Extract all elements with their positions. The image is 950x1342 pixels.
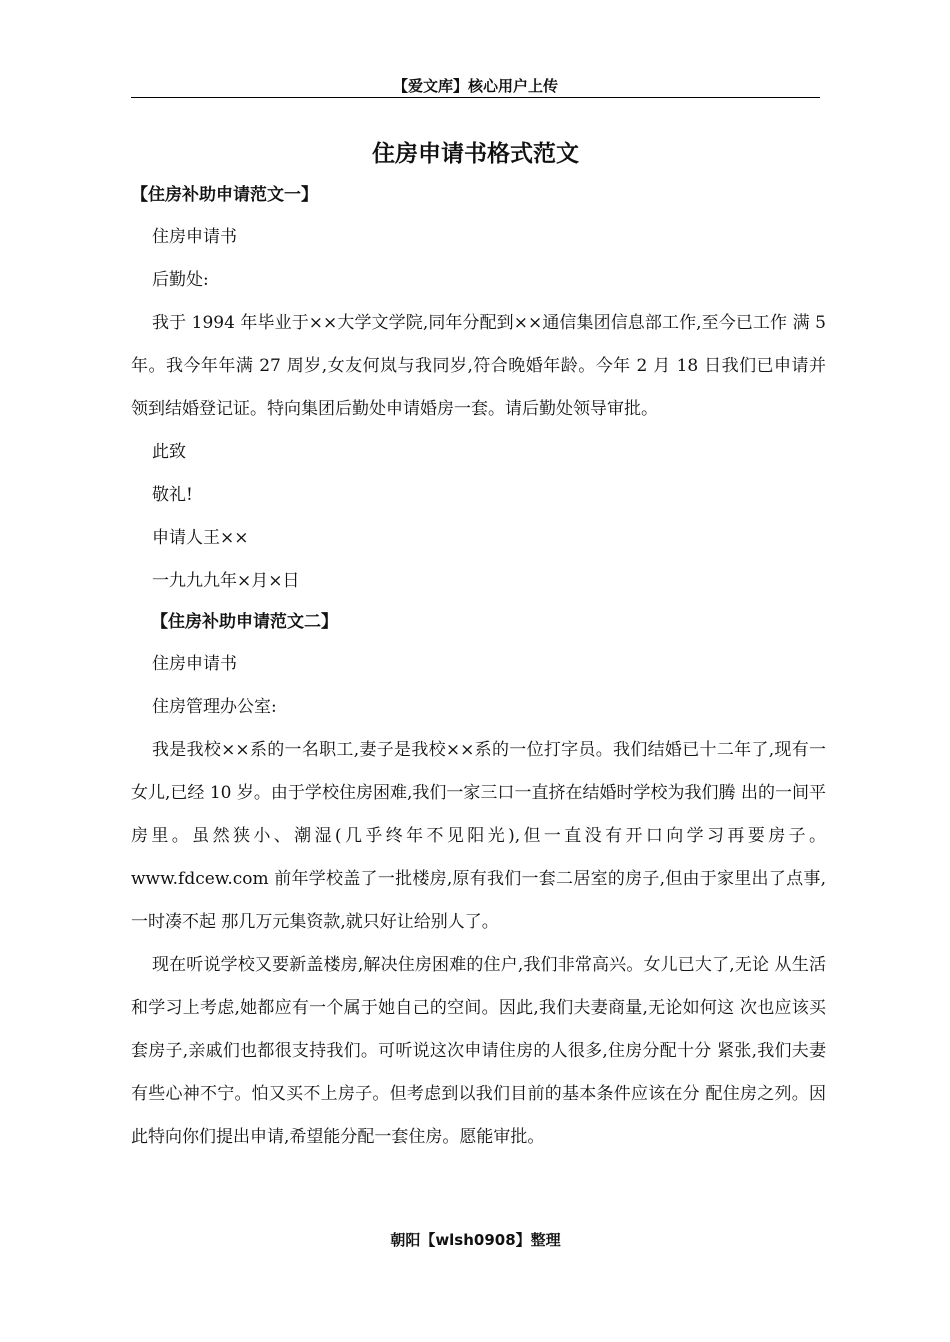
- section-1-signature: 申请人王××: [152, 528, 249, 548]
- section-2-heading: 【住房补助申请范文二】: [151, 612, 338, 632]
- page-footer: 朝阳【wlsh0908】整理: [390, 1231, 561, 1249]
- section-1-paragraph: 我于 1994 年毕业于××大学文学院,同年分配到××通信集团信息部工作,至今已工作 满 5 年。我今年年满 27 周岁,女友何岚与我同岁,符合晚婚年龄。今年 2 月 18 日我们已申请并 领到结婚登记证。特向集团后勤处申请婚房一套。请后勤处领导审批。: [131, 313, 826, 419]
- section-1-heading: 【住房补助申请范文一】: [131, 185, 318, 205]
- section-1-addressee: 后勤处:: [152, 270, 209, 290]
- section-2-paragraph-1: 我是我校××系的一名职工,妻子是我校××系的一位打字员。我们结婚已十二年了,现有一女儿,已经 10 岁。由于学校住房困难,我们一家三口一直挤在结婚时学校为我们腾 出的一间平房里。虽然狭小、潮湿(几乎终年不见阳光),但一直没有开口向学习再要房子。www.fdcew.com 前年学校盖了一批楼房,原有我们一套二居室的房子,但由于家里出了点事,一时凑不起 那几万元集资款,就只好让给别人了。: [131, 740, 826, 932]
- page-header: 【爱文库】核心用户上传: [392, 77, 558, 95]
- document-body: [131, 180, 826, 1159]
- section-2-addressee: 住房管理办公室:: [152, 697, 277, 717]
- section-1-closing-1: 此致: [152, 442, 186, 462]
- document-title: 住房申请书格式范文: [372, 141, 579, 167]
- section-2-paragraph-2: 现在听说学校又要新盖楼房,解决住房困难的住户,我们非常高兴。女儿已大了,无论 从生活和学习上考虑,她都应有一个属于她自己的空间。因此,我们夫妻商量,无论如何这 次也应该买套房子,亲戚们也都很支持我们。可听说这次申请住房的人很多,住房分配十分 紧张,我们夫妻有些心神不宁。怕又买不上房子。但考虑到以我们目前的基本条件应该在分 配住房之列。因此特向你们提出申请,希望能分配一套住房。愿能审批。: [131, 955, 826, 1147]
- section-2-doc-title: 住房申请书: [152, 654, 237, 674]
- section-1-doc-title: 住房申请书: [152, 227, 237, 247]
- section-1-date: 一九九九年×月×日: [152, 571, 300, 591]
- section-1-closing-2: 敬礼!: [152, 485, 193, 505]
- header-divider: [131, 97, 820, 98]
